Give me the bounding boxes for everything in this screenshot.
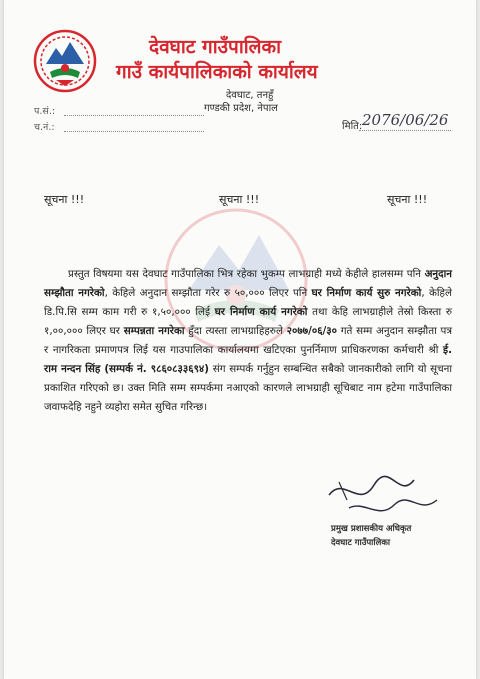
notice-heading-left: सूचना !!!: [44, 193, 85, 206]
notice-heading-right: सूचना !!!: [387, 193, 428, 206]
date-label: मिति:: [342, 121, 363, 132]
signatory-office: देवघाट गाउँपालिका: [331, 538, 391, 548]
address-line1: देवघाट, तनहुँ: [226, 90, 274, 101]
dispatch-number-label: च.नं.:: [34, 122, 55, 133]
ref-number-label: प.सं.:: [34, 106, 56, 117]
dispatch-number-line: [64, 131, 204, 132]
date-line: [359, 130, 451, 131]
notice-body: प्रस्तुत विषयमा यस देवघाट गाउँपालिका भित्र रहेका भुकम्प लाभग्राही मध्ये केहीले हालसम्म पनि अनुदान सम्झौता नगरेको, केहिले अनुदान सम्झौता गरेर रु ५०,००० लिएर पनि घर निर्माण कार्य सुरु नगरेको, केहिले डि.पि.सि सम्म काम गरी रु १,५०,००० लिई घर निर्माण कार्य नगरेको तथा केहि लाभग्राहीले तेस्रो किस्ता रु १,००,००० लिएर घर सम्पन्नता नगरेका हुँदा त्यस्ता लाभग्राहिहरुले २०७७/०६/३० गते सम्म अनुदान सम्झौता पत्र र नागरिकता प्रमाणपत्र लिई यस गाउपालिका कार्यालयमा खटिएका पुनर्निमाण प्राधिकरणका कर्मचारी श्री ई. राम नन्दन सिंह (सम्पर्क नं. ९८६०८३३६९४) संग सम्पर्क गर्नुहुन सम्बन्धित सबैको जानकारीको लागि यो सूचना प्रकाशित गरिएको छ। उक्त मिति सम्म सम्पर्कमा नआएको कारणले लाभग्राही सूचिबाट नाम हटेमा गाउँपालिका जवाफदेहि नहुने व्यहोरा समेत सुचित गरिन्छ।: [44, 268, 453, 413]
nepal-emblem-icon: [32, 28, 98, 94]
date-value: 2076/06/26: [362, 111, 449, 129]
signatory-title: प्रमुख प्रशासकीय अधिकृत: [331, 524, 412, 534]
office-title-line1: देवघाट गाउँपालिका: [149, 36, 282, 58]
notice-heading-center: सूचना !!!: [219, 193, 260, 206]
office-title-line2: गाउँ कार्यपालिकाको कार्यालय: [116, 61, 318, 83]
letter-page: [4, 0, 476, 679]
ref-number-line: [64, 115, 204, 116]
address-line2: गण्डकी प्रदेश, नेपाल: [204, 103, 278, 114]
